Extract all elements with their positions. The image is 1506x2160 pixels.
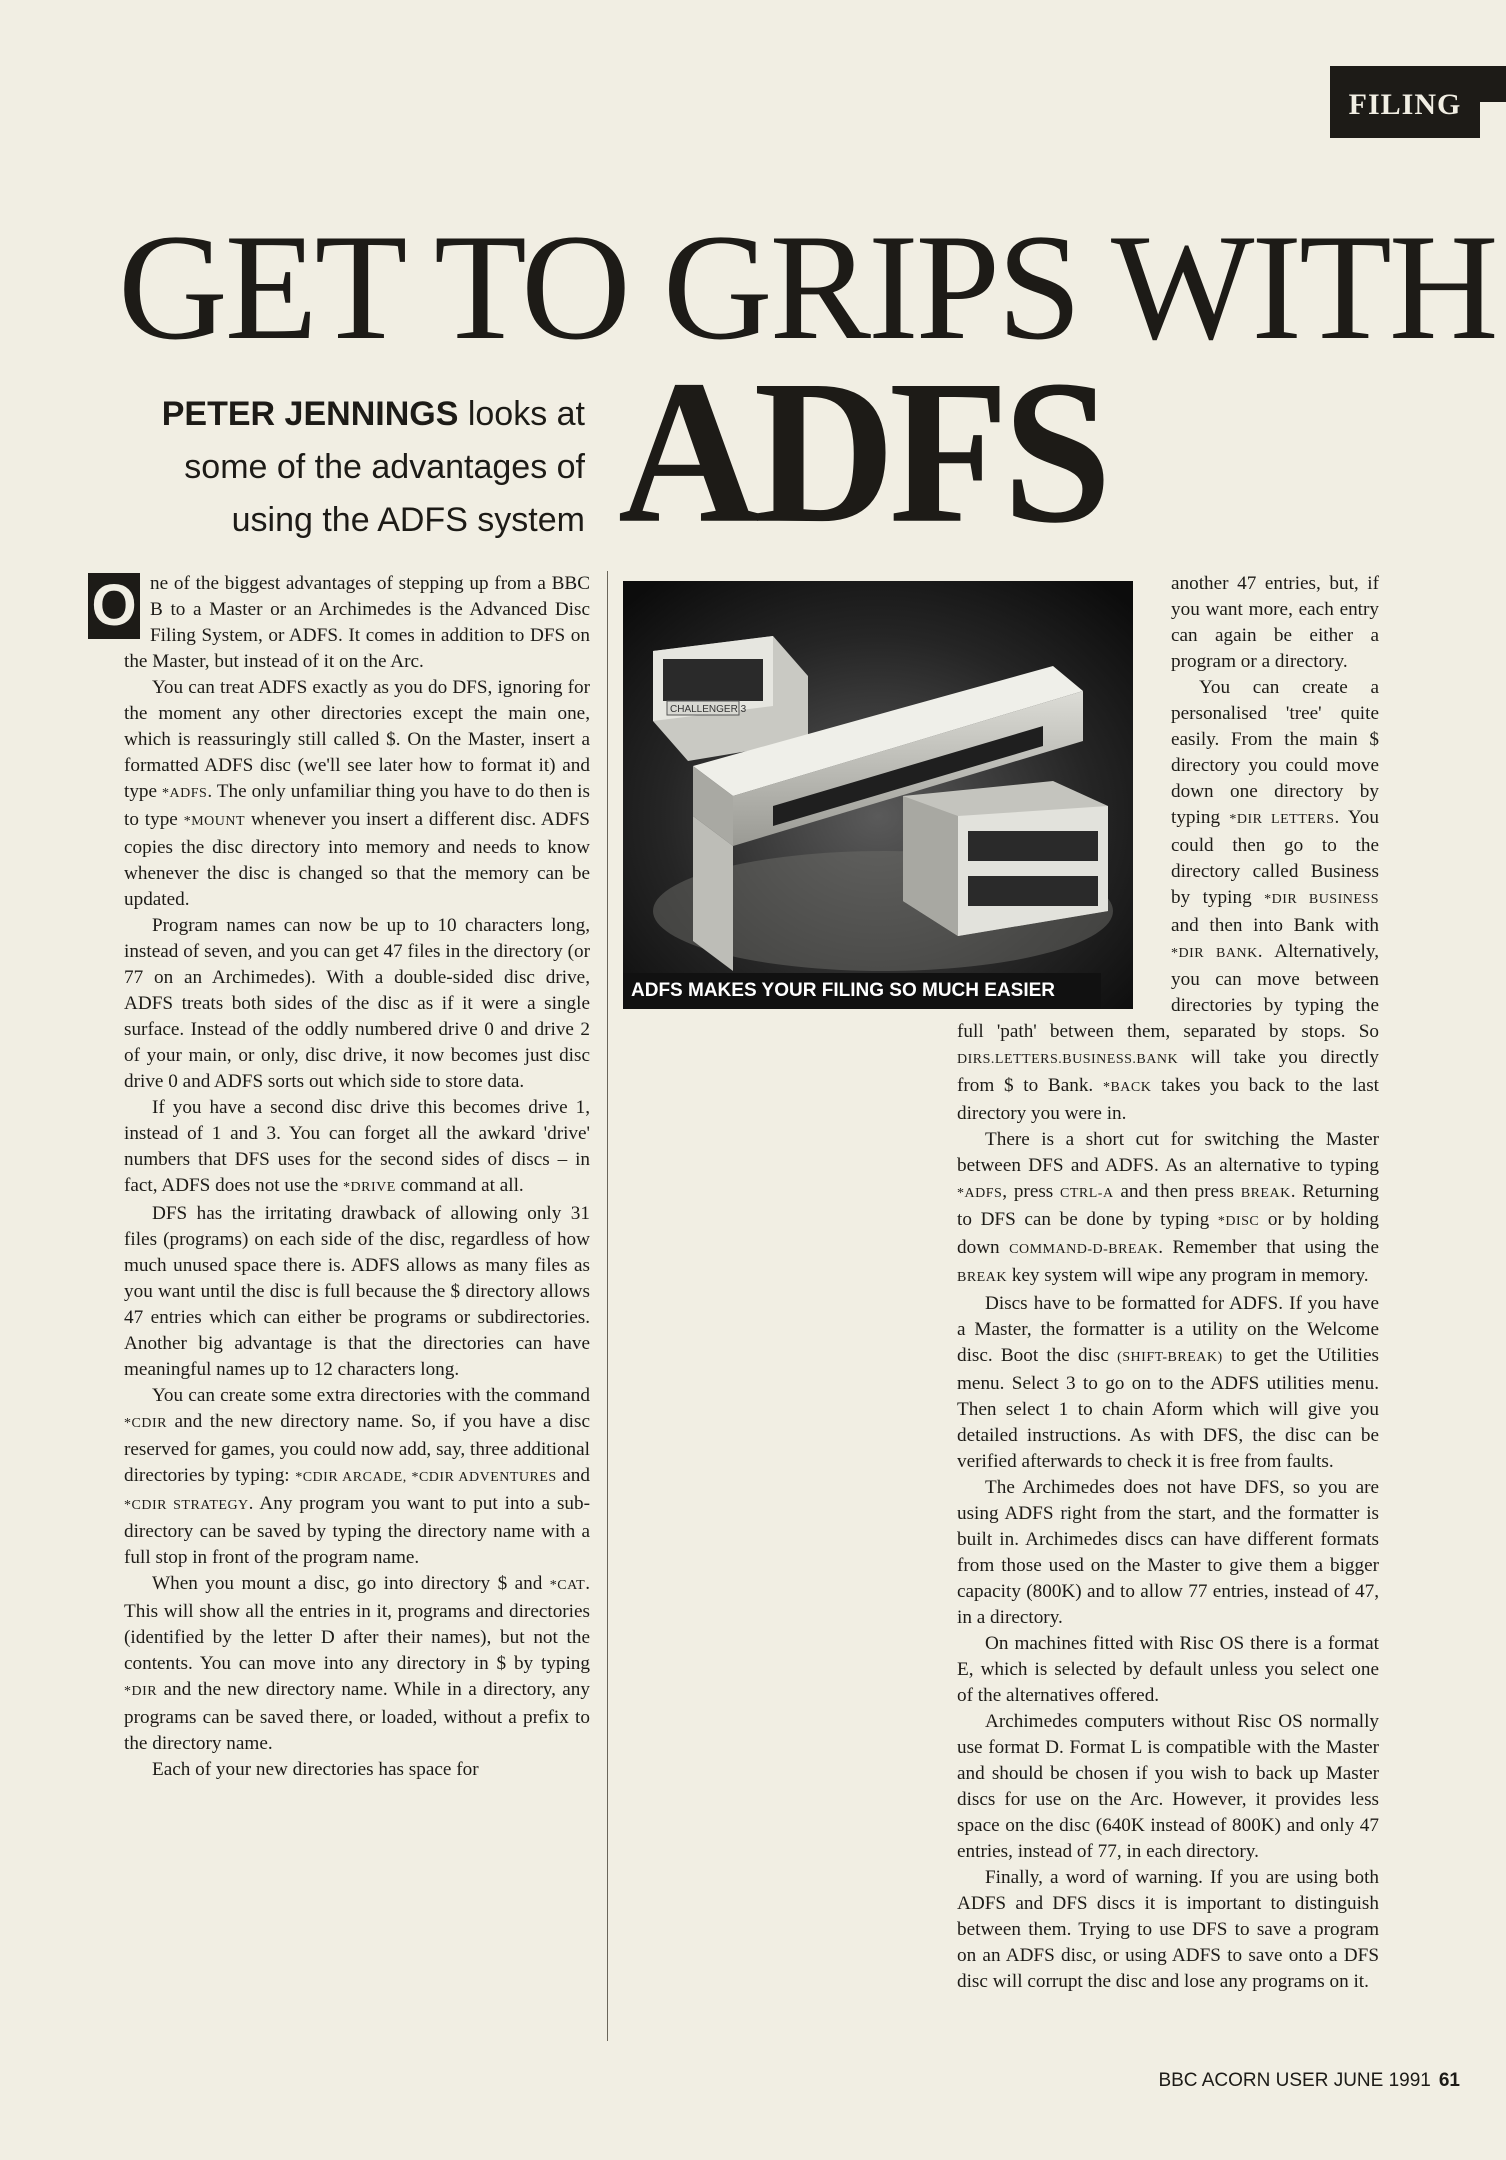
page-number: 61 <box>1438 2070 1460 2091</box>
paragraph-8: Each of your new directories has space for <box>152 1759 479 1780</box>
standfirst-line3: using the ADFS system <box>231 501 585 539</box>
paragraph-7: When you mount a disc, go into directory $ and *CAT. This will show all the entries in it, programs and directories (identified by the letter D after their names), but not the contents. You can move into any directory in $ by typing *DIR and the new directory name. While in a directory, any programs can be saved there, or loaded, without a prefix to the directory name. <box>124 1573 590 1754</box>
paragraph-c2-7: Archimedes computers without Risc OS normally use format D. Format L is compatible with the Master and should be chosen if you wish to back up Master discs for use on the Arc. However, it provides less space on the disc (640K instead of 800K) and only 47 entries, instead of 77, in each directory. <box>957 1711 1379 1862</box>
headline: GET TO GRIPS WITH <box>118 203 1496 371</box>
page-footer <box>1158 2070 1460 2092</box>
section-tab <box>1330 66 1506 138</box>
drive-label-text: CHALLENGER 3 <box>670 704 747 715</box>
paragraph-c2-6: On machines fitted with Risc OS there is a format E, which is selected by default unless you select one of the alternatives offered. <box>957 1633 1379 1706</box>
paragraph-c2-8: Finally, a word of warning. If you are using both ADFS and DFS discs it is important to distinguish between them. Trying to use DFS to save a program on an ADFS disc, or using ADFS to save onto a DFS disc will corrupt the disc and lose any programs on it. <box>957 1867 1379 1992</box>
column-rule <box>607 571 608 2041</box>
paragraph-c2-3: There is a short cut for switching the Master between DFS and ADFS. As an alternative to typing *ADFS, press CTRL-A and then press BREAK. Returning to DFS can be done by typing *DISC or by holding down COMMAND-D-BREAK. Remember that using the BREAK key system will wipe any program in memory. <box>957 1129 1379 1286</box>
headline-adfs: ADFS <box>618 338 1106 566</box>
photo-space <box>623 571 1159 1011</box>
section-tab-notch <box>1480 102 1506 138</box>
paragraph-1: O ne of the biggest advantages of stepping up from a BBC B to a Master or an Archimedes is the Advanced Disc Filing System, or ADFS. It comes in addition to DFS on the Master, but instead of it on the Arc. <box>124 571 590 675</box>
drop-cap: O <box>88 573 140 639</box>
paragraph-c2-5: The Archimedes does not have DFS, so you are using ADFS right from the start, and the formatter is built in. Archimedes discs can have different formats from those used on the Master to give them a bigger capacity (800K) and to allow 77 entries, instead of 47, in a directory. <box>957 1477 1379 1628</box>
paragraph-3: Program names can now be up to 10 characters long, instead of seven, and you can get 47 files in the directory (or 77 on an Archimedes). With a double-sided disc drive, ADFS treats both sides of the disc as if it were a single surface. Instead of the oddly numbered drive 0 and drive 2 of your main, or only, disc drive, it now becomes just disc drive 0 and ADFS sorts out which side to store data. <box>124 915 590 1092</box>
paragraph-6: You can create some extra directories with the command *CDIR and the new directory name. So, if you have a disc reserved for games, you could now add, say, three additional directories by typing: *CDIR ARCADE, *CDIR ADVENTURES and *CDIR STRATEGY. Any program you want to put into a sub-directory can be saved by typing the directory name with a full stop in front of the program name. <box>124 1385 590 1568</box>
article-column-1 <box>91 571 590 1783</box>
author-name: PETER JENNINGS <box>161 395 459 433</box>
photo-caption: ADFS MAKES YOUR FILING SO MUCH EASIER <box>623 973 1101 1009</box>
paragraph-c2-4: Discs have to be formatted for ADFS. If you have a Master, the formatter is a utility on the Welcome disc. Boot the disc (SHIFT-BREAK) to get the Utilities menu. Select 3 to go on to the ADFS utilities menu. Then select 1 to chain Aform which will give you detailed instructions. As with DFS, the disc can be verified afterwards to check it is free from faults. <box>957 1293 1379 1472</box>
paragraph-c2-1: another 47 entries, but, if you want more, each entry can again be either a program or a directory. <box>1171 573 1379 672</box>
paragraph-4: If you have a second disc drive this becomes drive 1, instead of 1 and 3. You can forget all the awkard 'drive' numbers that DFS uses for the second sides of discs – in fact, ADFS does not use the *DRIVE command at all. <box>124 1097 590 1196</box>
standfirst <box>60 388 585 547</box>
paragraph-2: You can treat ADFS exactly as you do DFS, ignoring for the moment any other directories except the main one, which is reassuringly still called $. On the Master, insert a formatted ADFS disc (we'll see later how to format it) and type *ADFS. The only unfamiliar thing you have to do then is to type *MOUNT whenever you insert a different disc. ADFS copies the disc directory into memory and needs to know whenever the disc is changed so that the memory can be updated. <box>124 677 590 910</box>
article-column-2 <box>957 571 1379 1995</box>
paragraph-c2-2: You can create a personalised 'tree' quite easily. From the main $ directory you could move down one directory by typing *DIR LETTERS. You could then go to the directory called Business by typing *DIR BUSINESS and then into Bank with *DIR BANK. Alternatively, you can move between directories by typing the full 'path' between them, separated by stops. So DIRS.LETTERS.BUSINESS.BANK will take you directly from $ to Bank. *BACK takes you back to the last directory you were in. <box>957 677 1379 1124</box>
standfirst-line2: some of the advantages of <box>184 448 585 486</box>
section-label: FILING <box>1348 88 1462 121</box>
paragraph-5: DFS has the irritating drawback of allowing only 31 files (programs) on each side of the disc, regardless of how much unused space there is. ADFS allows as many files as you want until the disc is full because the $ directory allows 47 entries which can either be programs or subdirectories. Another big advantage is that the directories can have meaningful names up to 12 characters long. <box>124 1203 590 1380</box>
publication-name: BBC ACORN USER JUNE 1991 <box>1158 2070 1431 2091</box>
standfirst-line1: looks at <box>458 395 585 433</box>
